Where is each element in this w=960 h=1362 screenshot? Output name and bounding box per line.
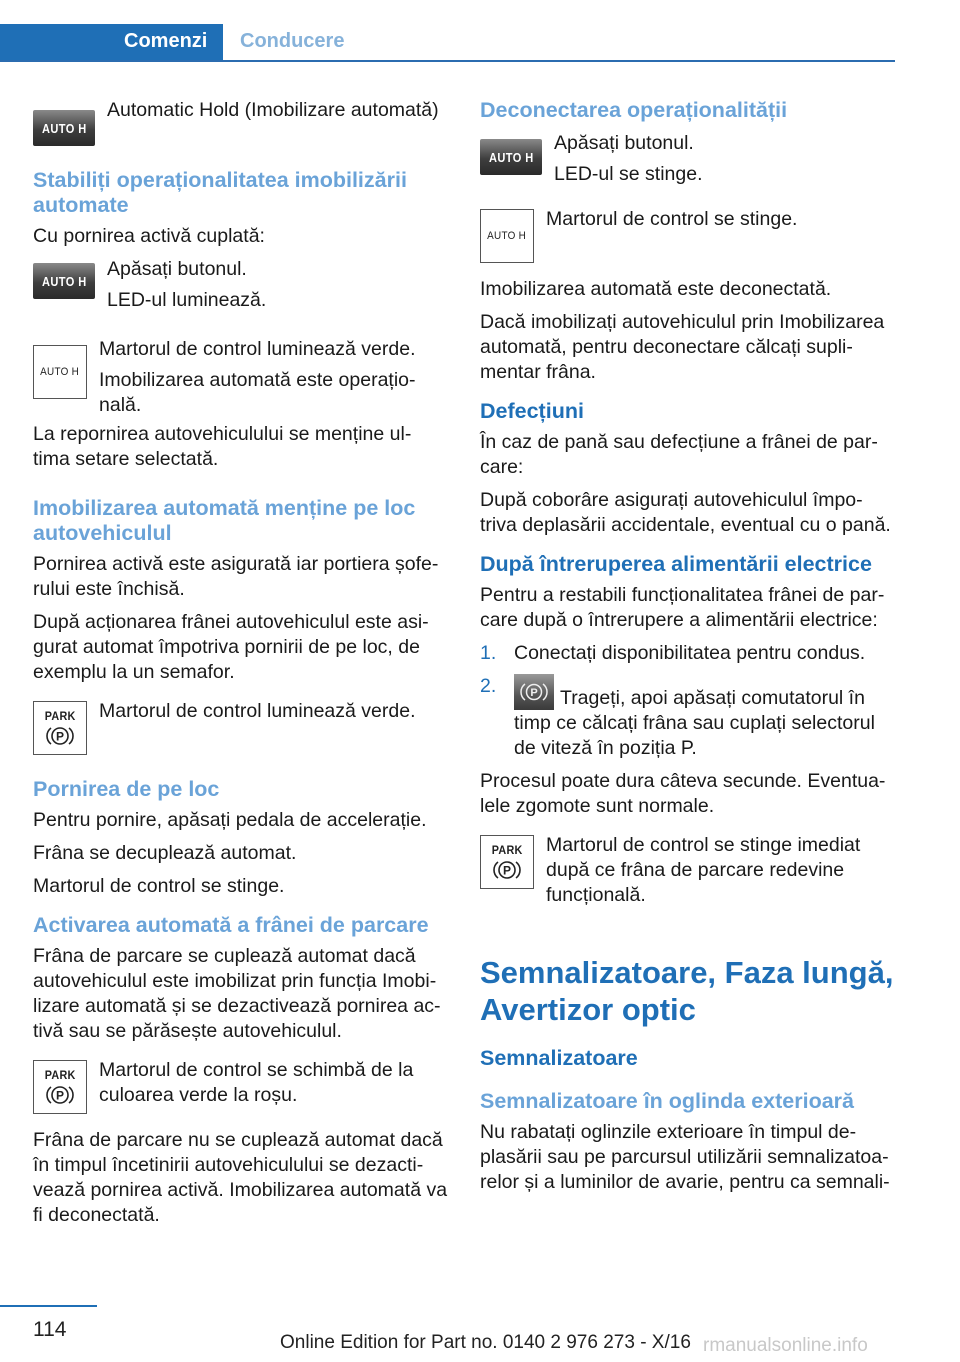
svg-text:P: P [502,863,512,878]
section-title-defectiuni: Defecțiuni [480,399,584,423]
intro-row [33,98,448,146]
page-number: 114 [33,1318,67,1341]
press-row [33,257,448,319]
auto-h-button-icon: AUTO H [33,263,95,299]
text: Frâna se decuplează automat. [33,842,297,864]
text: Martorul de control se stinge. [546,208,798,230]
text: Pentru pornire, apăsați pedala de accelerație. [33,809,427,831]
text: Nu rabatați oglinzile exterioare în timpul de-plasării sau pe parcursul utilizării semnalizatoa-relor și a luminilor de avarie, pentru ca semnali- [480,1121,890,1193]
text: Frâna de parcare nu se cuplează automat dacă în timpul încetinirii autovehiculului se dezacti-vează pornirea activă. Imobilizarea automată va fi deconectată. [33,1129,448,1226]
header-bar [0,0,960,62]
section-title-activarea: Activarea automată a frânei de parcare [33,913,429,937]
list-item: 2. P Trageți, apoi apăsați comutatorul în timp ce călcați frâna sau cuplați selectorul de viteză în poziția P. [480,675,875,759]
text: După acționarea frânei autovehiculul este asi-gurat automat împotriva pornirii de pe loc, de exemplu la un semafor. [33,611,429,683]
text: Apăsați butonul. [554,132,694,154]
text: Procesul poate dura câteva secunde. Eventua-lele zgomote sunt normale. [480,770,886,817]
park-indicator-icon: PARK P [33,701,87,755]
steps-list [480,641,898,761]
svg-text:P: P [530,687,538,699]
intro-text: Automatic Hold (Imobilizare automată) [107,99,439,121]
section-title-imobilizarea: Imobilizarea automată menține pe loc autovehiculul [33,496,416,545]
auto-h-button-icon: AUTO H [33,110,95,146]
auto-h-indicator-icon: AUTO H [33,345,87,399]
section-title-stabiliti: Stabiliți operaționalitatea imobilizării automate [33,168,407,217]
text: La repornirea autovehiculului se menține ul-tima setare selectată. [33,423,412,470]
park-indicator-icon: PARK P [33,1060,87,1114]
section-title-dupa-intreruperea: După întreruperea alimentării electrice [480,552,872,576]
indicator-row [33,337,448,418]
section-title-pornirea: Pornirea de pe loc [33,777,220,801]
text: Apăsați butonul. [107,258,247,280]
watermark: rmanualsonline.info [703,1335,868,1356]
text: Pentru a restabili funcționalitatea frânei de par-care după o întrerupere a alimentării electrice: [480,584,885,631]
auto-h-indicator-icon: AUTO H [480,209,534,263]
edition-text: Online Edition for Part no. 0140 2 976 273 - X/16 [280,1332,691,1353]
park-indicator-row [480,833,898,914]
text: LED-ul luminează. [107,289,267,311]
text: Martorul de control luminează verde. [99,338,416,360]
text: Martorul de control se schimbă de la culoarea verde la roșu. [99,1059,414,1106]
text: În caz de pană sau defecțiune a frânei de par-care: [480,431,878,478]
svg-text:P: P [55,729,65,744]
text: Martorul de control se stinge imediat după ce frâna de parcare redevine funcțională. [546,834,861,906]
indicator-row [480,207,898,263]
text: LED-ul se stinge. [554,163,703,185]
text: Cu pornirea activă cuplată: [33,225,265,247]
p-circle-icon [492,859,522,881]
auto-h-button-icon: AUTO H [480,139,542,175]
text: Imobilizarea automată este deconectată. [480,278,832,300]
header-rule [0,60,895,62]
text: Pornirea activă este asigurată iar portiera șofe-rului este închisă. [33,553,439,600]
tab-comenzi-label: Comenzi [124,30,208,52]
text: După coborâre asigurați autovehiculul împo-triva deplasării accidentale, eventual cu o pană. [480,489,891,536]
svg-text:P: P [55,1088,65,1103]
footer-rule [0,1305,97,1307]
section-title-semnalizatoare: Semnalizatoare [480,1046,638,1070]
section-title-deconectarea: Deconectarea operaționalității [480,98,788,122]
chapter-title-semnalizatoare: Semnalizatoare, Faza lungă, Avertizor optic [480,955,894,1027]
text: Martorul de control luminează verde. [99,700,416,722]
section-title-oglinda: Semnalizatoare în oglinda exterioară [480,1089,854,1113]
right-column [480,98,898,1203]
tab-comenzi[interactable] [0,24,223,62]
parking-brake-switch-icon [514,674,554,710]
p-circle-icon [45,725,75,747]
park-indicator-row [33,699,448,755]
park-indicator-icon: PARK P [480,835,534,889]
p-circle-icon [45,1084,75,1106]
list-item: 1. Conectați disponibilitatea pentru condus. [480,642,866,664]
press-row [480,131,898,193]
tab-conducere-label: Conducere [240,30,345,52]
text: Imobilizarea automată este operațio-nală. [99,369,416,416]
park-indicator-row [33,1058,448,1114]
text: Dacă imobilizați autovehiculul prin Imobilizarea automată, pentru deconectare călcați supli-mentar frâna. [480,311,885,383]
text: Martorul de control se stinge. [33,875,285,897]
left-column [33,98,448,1236]
text: Frâna de parcare se cuplează automat dacă autovehiculul este imobilizat prin funcția Imobi-lizare automată și se dezactivează pornirea ac-tivă sau se părăsește autovehiculul. [33,945,441,1042]
